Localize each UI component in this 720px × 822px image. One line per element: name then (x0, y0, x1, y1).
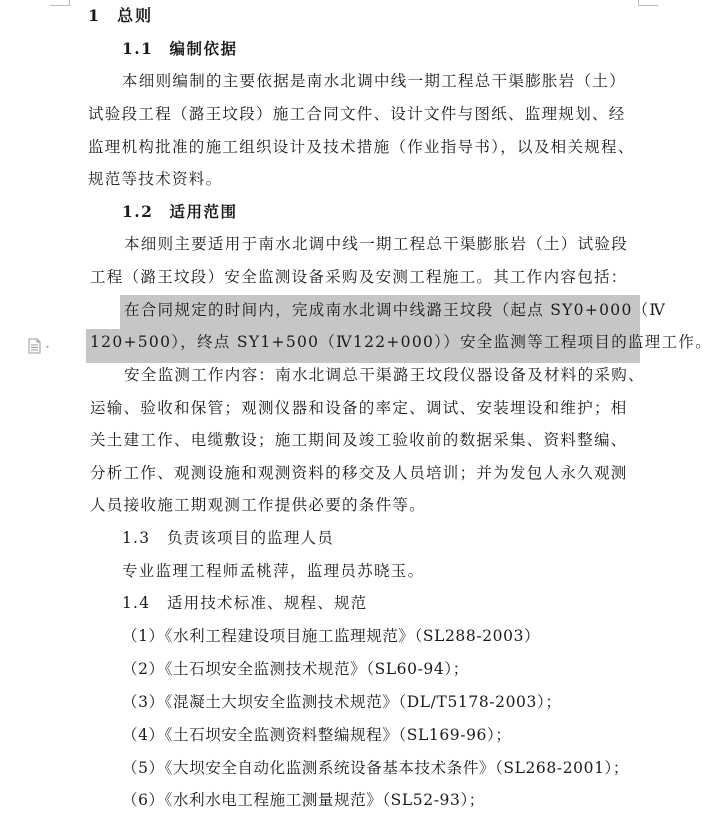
document-options-icon[interactable] (27, 338, 53, 354)
section-heading-1-3: 1.3 负责该项目的监理人员 (122, 529, 334, 547)
page-corner-mark-left-h (50, 5, 70, 6)
page-corner-mark-right-h (638, 5, 658, 6)
paragraph-line: 试验段工程（潞王坟段）施工合同文件、设计文件与图纸、监理规划、经 (88, 105, 626, 123)
chapter-number: 1 (88, 6, 102, 25)
section-title: 适用范围 (169, 202, 238, 221)
highlighted-paragraph-line[interactable]: 120+500），终点 SY1+500（Ⅳ122+000））安全监测等工程项目的监理工作。 (90, 333, 713, 351)
chapter-heading (88, 5, 153, 27)
highlighted-paragraph-line[interactable]: 在合同规定的时间内，完成南水北调中线潞王坟段（起点 SY0+000（Ⅳ (124, 301, 667, 319)
section-number: 1.2 (122, 202, 154, 221)
list-item: （3）《混凝土大坝安全监测技术规范》（DL/T5178-2003）； (122, 693, 562, 711)
paragraph-line: 监理机构批准的施工组织设计及技术措施（作业指导书），以及相关规程、 (88, 138, 635, 156)
paragraph-line: 人员接收施工期观测工作提供必要的条件等。 (90, 496, 427, 514)
paragraph-line: 关土建工作、电缆敷设；施工期间及竣工验收前的数据采集、资料整编、 (90, 431, 628, 449)
list-item: （6）《水利水电工程施工测量规范》（SL52-93）； (122, 791, 485, 809)
section-title: 编制依据 (169, 39, 238, 58)
paragraph-line: 分析工作、观测设施和观测资料的移交及人员培训；并为发包人永久观测 (90, 464, 628, 482)
paragraph-line: 工程（潞王坟段）安全监测设备采购及安测工程施工。其工作内容包括： (90, 268, 628, 286)
paragraph-line: 运输、验收和保管；观测仪器和设备的率定、调试、安装埋设和维护；相 (90, 399, 628, 417)
section-heading-1-2 (122, 201, 237, 223)
list-item: （2）《土石坝安全监测技术规范》（SL60-94）； (122, 660, 469, 678)
list-item: （4）《土石坝安全监测资料整编规程》（SL169-96）； (122, 726, 512, 744)
paragraph-line: 本细则编制的主要依据是南水北调中线一期工程总干渠膨胀岩（土） (122, 72, 627, 90)
chapter-title: 总则 (117, 6, 154, 25)
paragraph-line: 安全监测工作内容：南水北调总干渠潞王坟段仪器设备及材料的采购、 (124, 366, 645, 384)
section-number: 1.1 (122, 39, 154, 58)
paragraph-line: 专业监理工程师孟桃萍，监理员苏晓玉。 (122, 562, 425, 580)
paragraph-line: 本细则主要适用于南水北调中线一期工程总干渠膨胀岩（土）试验段 (124, 235, 629, 253)
list-item: （5）《大坝安全自动化监测系统设备基本技术条件》（SL268-2001）； (122, 759, 629, 777)
paragraph-line: 规范等技术资料。 (88, 170, 223, 188)
section-heading-1-1 (122, 38, 237, 60)
list-item: （1）《水利工程建设项目施工监理规范》（SL288-2003） (122, 627, 541, 645)
section-heading-1-4: 1.4 适用技术标准、规程、规范 (122, 594, 368, 612)
